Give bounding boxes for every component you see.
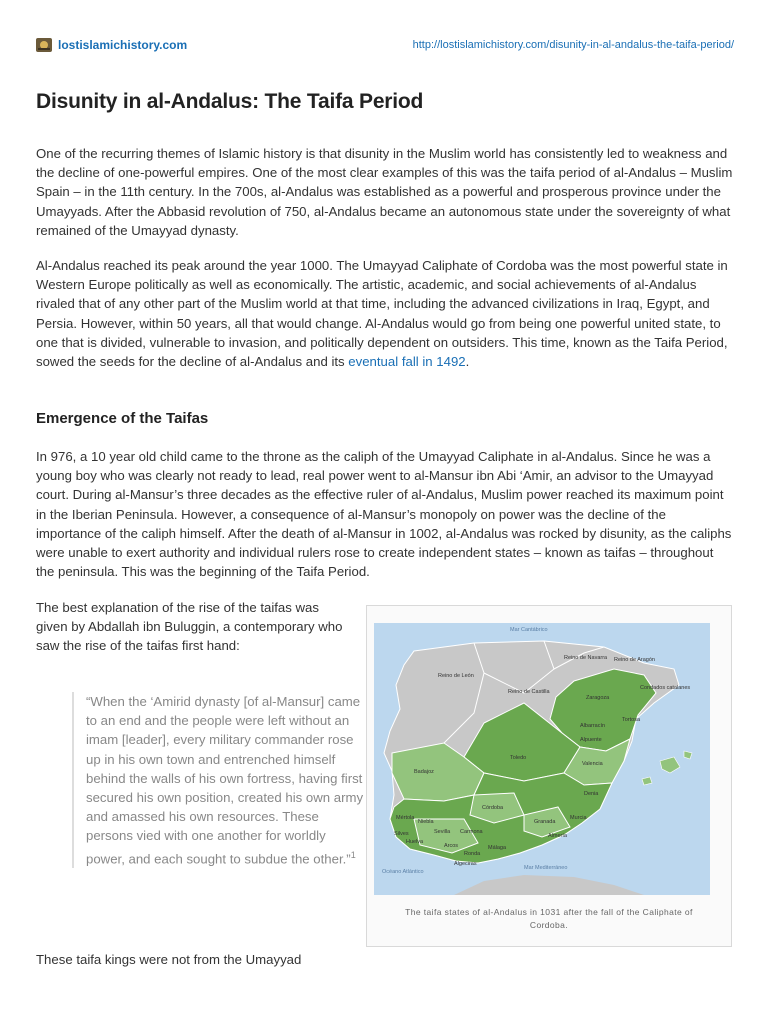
- map-label-sevilla: Sevilla: [434, 829, 451, 835]
- eventual-fall-link[interactable]: eventual fall in 1492: [348, 354, 466, 370]
- map-label-navarra: Reino de Navarra: [564, 655, 608, 661]
- map-label-alpuente: Alpuente: [580, 737, 602, 743]
- map-label-castilla: Reino de Castilla: [508, 689, 550, 695]
- map-label-aragon: Reino de Aragón: [614, 657, 655, 663]
- quote-text: “When the ‘Amirid dynasty [of al-Mansur] came to an end and the people were left without an imam [leader], every military commander rose up in his own town and entrenched himself behind the walls of his own fortress, having first secured his own position, created his own army and amassed his own resources. These persons vied with one another for worldly power, and each sought to subdue the other.”: [86, 694, 364, 867]
- map-label-huelva: Huelva: [406, 839, 424, 845]
- paragraph-peak-text: Al-Andalus reached its peak around the year 1000. The Umayyad Caliphate of Cordoba was the most powerful state in Western Europe politically as well as economically. The artistic, academic, and social achievements of al-Andalus rivaled that of any other part of the Muslim world at that time, including the advanced civilizations in Iraq, Egypt, and Persia. However, within 50 years, all that would change. Al-Andalus would go from being one powerful united state, to one that is divided, vulnerable to invasion, and politically dependent on outsiders. This time, known as the Taifa Period, sowed the seeds for the decline of al-Andalus and its: [36, 258, 728, 370]
- paragraph-intro: One of the recurring themes of Islamic history is that disunity in the Muslim world has consistently led to weakness and the decline of one-powerful empires. One of the most clear examples of this was the taifa period of al-Andalus – Muslim Spain – in the 11th century. In the 700s, al-Andalus was established as a powerful and prosperous province under the Umayyads. After the Abbasid revolution of 750, al-Andalus became an autonomous state under the sovereignty of what remained of the Umayyad dynasty.: [36, 146, 733, 238]
- section-heading: Emergence of the Taifas: [36, 410, 209, 427]
- map-label-badajoz: Badajoz: [414, 769, 434, 775]
- map-label-carmona: Carmona: [460, 829, 483, 835]
- map-label-sea-north: Mar Cantábrico: [510, 627, 548, 633]
- map-label-almeria: Almería: [548, 833, 567, 839]
- map-figure: [366, 605, 732, 947]
- map-label-cordoba: Córdoba: [482, 805, 504, 811]
- map-label-leon: Reino de León: [438, 673, 474, 679]
- map-caption: The taifa states of al-Andalus in 1031 after the fall of the Caliphate of Cordoba.: [405, 907, 693, 930]
- paragraph-explanation: The best explanation of the rise of the taifas was given by Abdallah ibn Buluggin, a contemporary who saw the rise of the taifas first hand:: [36, 600, 343, 654]
- map-label-granada: Granada: [534, 819, 556, 825]
- map-label-tortosa: Tortosa: [622, 717, 641, 723]
- map-label-algeciras: Algeciras: [454, 861, 477, 867]
- map-label-denia: Denia: [584, 791, 599, 797]
- site-name-link[interactable]: lostislamichistory.com: [58, 38, 188, 52]
- site-header: [36, 36, 736, 56]
- page-url-link[interactable]: http://lostislamichistory.com/disunity-in-al-andalus-the-taifa-period/: [412, 39, 734, 51]
- map-label-arcos: Arcos: [444, 843, 459, 849]
- paragraph-peak-end: .: [465, 354, 470, 370]
- map-label-ronda: Ronda: [464, 851, 481, 857]
- map-label-zaragoza: Zaragoza: [586, 695, 610, 701]
- footnote-marker[interactable]: 1: [350, 849, 356, 860]
- paragraph-emergence: In 976, a 10 year old child came to the throne as the caliph of the Umayyad Caliphate in al-Andalus. Since he was a young boy who was clearly not ready to lead, real power went to al-Mansur ibn Abi ‘Amir, an advisor to the Umayyad court. During al-Mansur’s three decades as the effective ruler of al-Andalus, Muslim power reached its maximum point in the Iberian Peninsula. However, a consequence of al-Mansur’s monopoly on power was the decline of the importance of the caliph himself. After the death of al-Mansur in 1002, al-Andalus was rocked by disunity, as the caliphs were unable to exert authority and individual rulers rose to create independent states – known as taifas – throughout the peninsula. This was the beginning of the Taifa Period.: [36, 449, 732, 580]
- map-label-ocean: Océano Atlántico: [382, 869, 424, 875]
- site-logo-icon: [36, 38, 52, 52]
- map-label-murcia: Murcia: [570, 815, 587, 821]
- map-label-silves: Silves: [394, 831, 409, 837]
- paragraph-peak: [36, 256, 734, 371]
- taifa-map: [374, 623, 710, 895]
- map-label-niebla: Niebla: [418, 819, 434, 825]
- paragraph-taifa-kings: These taifa kings were not from the Umayyad: [36, 952, 302, 967]
- map-label-valencia: Valencia: [582, 761, 603, 767]
- map-label-toledo: Toledo: [510, 755, 527, 761]
- page-title: Disunity in al-Andalus: The Taifa Period: [36, 90, 424, 113]
- map-label-albarracin: Albarracín: [580, 723, 606, 729]
- map-label-sea-south: Mar Mediterráneo: [524, 865, 568, 871]
- map-label-mertola: Mértola: [396, 815, 415, 821]
- map-label-condados: Condados catalanes: [640, 685, 691, 691]
- map-label-malaga: Málaga: [488, 845, 507, 851]
- quote-block: [72, 692, 366, 868]
